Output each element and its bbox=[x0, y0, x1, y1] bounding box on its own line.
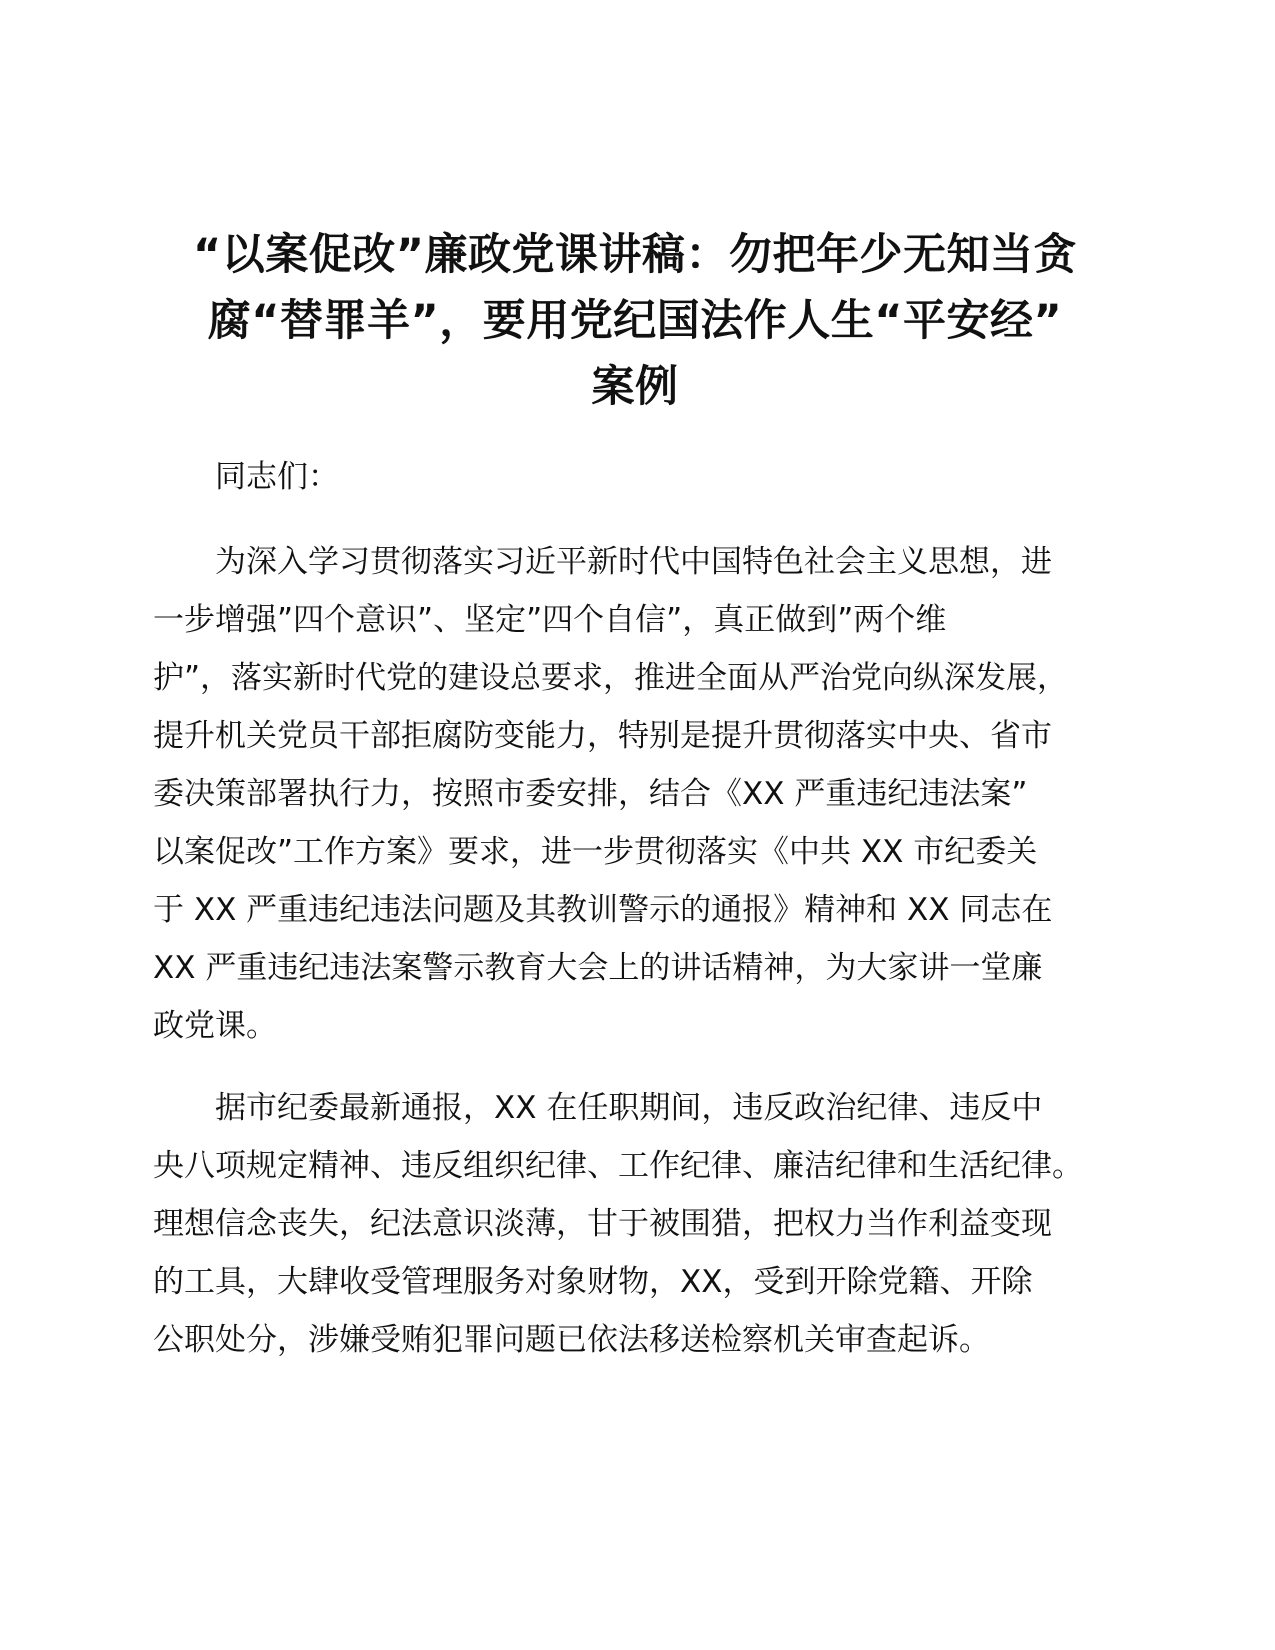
paragraph-1-line: 政党课。 bbox=[153, 1008, 277, 1044]
paragraph-2-line: 的工具，大肆收受管理服务对象财物，XX，受到开除党籍、开除 bbox=[153, 1264, 1033, 1300]
paragraph-1-line: 为深入学习贯彻落实习近平新时代中国特色社会主义思想，进 bbox=[215, 544, 1052, 580]
paragraph-1-line: 以案促改”工作方案》要求，进一步贯彻落实《中共 XX 市纪委关 bbox=[153, 834, 1038, 870]
paragraph-2-line: 央八项规定精神、违反组织纪律、工作纪律、廉洁纪律和生活纪律。 bbox=[153, 1148, 1083, 1184]
salutation-text: 同志们： bbox=[215, 459, 339, 495]
paragraph-1-line: XX 严重违纪违法案警示教育大会上的讲话精神，为大家讲一堂廉 bbox=[153, 950, 1043, 986]
paragraph-2 bbox=[153, 1079, 1143, 1369]
paragraph-2-line: 据市纪委最新通报，XX 在任职期间，违反政治纪律、违反中 bbox=[215, 1090, 1043, 1126]
paragraph-1 bbox=[153, 533, 1143, 1055]
paragraph-1-line: 提升机关党员干部拒腐防变能力，特别是提升贯彻落实中央、省市 bbox=[153, 718, 1052, 754]
title-line-2: 腐“替罪羊”，要用党纪国法作人生“平安经” bbox=[207, 296, 1063, 346]
paragraph-1-line: 委决策部署执行力，按照市委安排，结合《XX 严重违纪违法案” bbox=[153, 776, 1028, 812]
paragraph-1-line: 于 XX 严重违纪违法问题及其教训警示的通报》精神和 XX 同志在 bbox=[153, 892, 1053, 928]
paragraph-1-line: 护”，落实新时代党的建设总要求，推进全面从严治党向纵深发展， bbox=[153, 660, 1069, 696]
salutation bbox=[153, 448, 1143, 506]
document-body bbox=[153, 448, 1143, 1369]
paragraph-2-line: 理想信念丧失，纪法意识淡薄，甘于被围猎，把权力当作利益变现 bbox=[153, 1206, 1052, 1242]
document-title bbox=[140, 222, 1130, 420]
title-line-3: 案例 bbox=[591, 362, 679, 412]
title-line-1: “以案促改”廉政党课讲稿：勿把年少无知当贪 bbox=[192, 230, 1078, 280]
paragraph-1-line: 一步增强”四个意识”、坚定”四个自信”，真正做到”两个维 bbox=[153, 602, 947, 638]
paragraph-2-line: 公职处分，涉嫌受贿犯罪问题已依法移送检察机关审查起诉。 bbox=[153, 1322, 990, 1358]
